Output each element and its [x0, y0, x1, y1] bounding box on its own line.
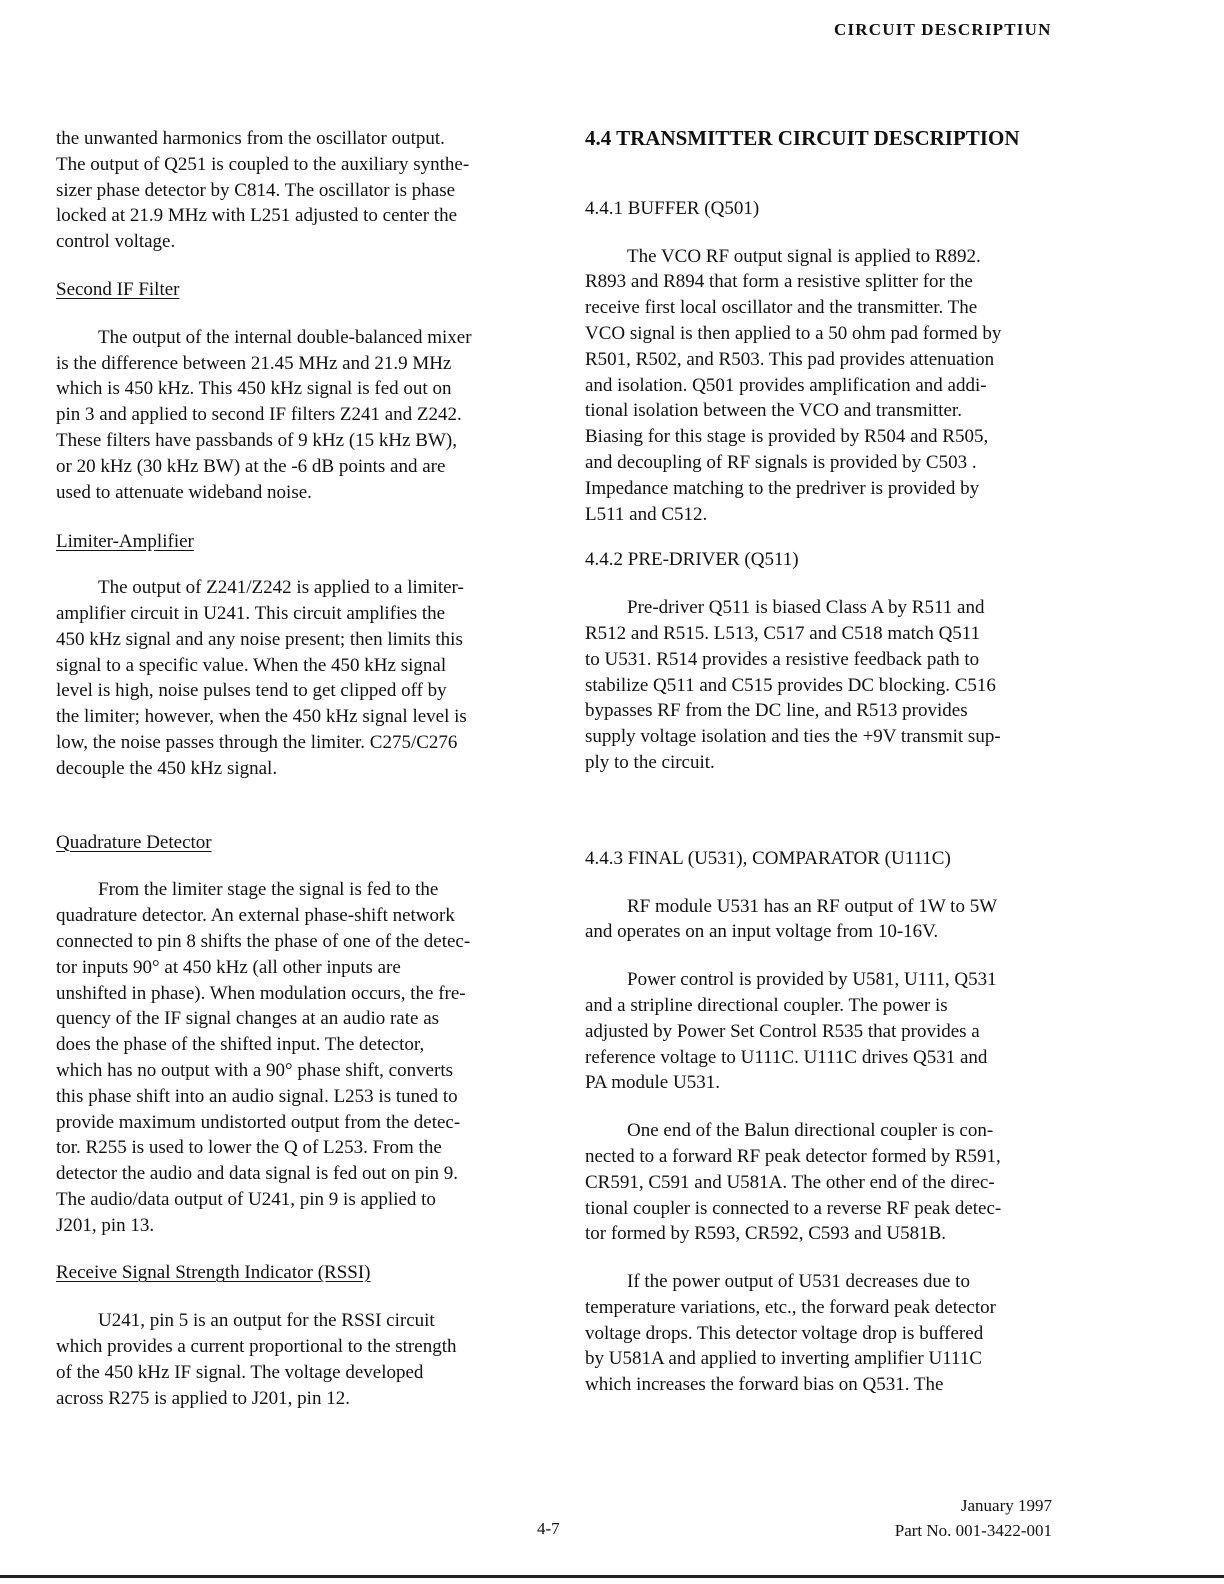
- paragraph-first-line: The output of Z241/Z242 is applied to a limiter-: [98, 577, 464, 599]
- text-line: Biasing for this stage is provided by R504 and R505,: [585, 426, 989, 448]
- text-line: quency of the IF signal changes at an audio rate as: [56, 1008, 440, 1030]
- paragraph-first-line: From the limiter stage the signal is fed to the: [98, 879, 439, 901]
- text-line: The audio/data output of U241, pin 9 is applied to: [56, 1188, 436, 1210]
- text-line: the limiter; however, when the 450 kHz signal level is: [56, 706, 467, 728]
- section-heading: Quadrature Detector: [56, 831, 212, 853]
- text-line: connected to pin 8 shifts the phase of one of the detec-: [56, 930, 471, 952]
- text-line: R893 and R894 that form a resistive splitter for the: [585, 271, 973, 293]
- paragraph-first-line: RF module U531 has an RF output of 1W to 5W: [627, 895, 998, 917]
- text-line: tor. R255 is used to lower the Q of L253. From the: [56, 1137, 442, 1159]
- text-line: decouple the 450 kHz signal.: [56, 757, 278, 779]
- text-line: which provides a current proportional to the strength: [56, 1336, 457, 1358]
- text-line: and a stripline directional coupler. The power is: [585, 994, 948, 1016]
- footer-info: [895, 1493, 1052, 1543]
- text-line: and decoupling of RF signals is provided by C503 .: [585, 451, 977, 473]
- text-line: R501, R502, and R503. This pad provides attenuation: [585, 348, 995, 370]
- text-line: is the difference between 21.45 MHz and 21.9 MHz: [56, 352, 452, 374]
- page-number: 4-7: [537, 1519, 560, 1538]
- paragraph-first-line: U241, pin 5 is an output for the RSSI circuit: [98, 1310, 435, 1332]
- text-line: and operates on an input voltage from 10-16V.: [585, 921, 939, 943]
- text-line: J201, pin 13.: [56, 1214, 155, 1236]
- text-line: of the 450 kHz IF signal. The voltage developed: [56, 1361, 424, 1383]
- text-line: does the phase of the shifted input. The detector,: [56, 1034, 425, 1056]
- text-line: and isolation. Q501 provides amplification and addi-: [585, 374, 987, 396]
- text-line: tor inputs 90° at 450 kHz (all other inputs are: [56, 956, 401, 978]
- text-line: Impedance matching to the predriver is provided by: [585, 477, 980, 499]
- text-line: ply to the circuit.: [585, 751, 715, 773]
- text-line: locked at 21.9 MHz with L251 adjusted to center the: [56, 205, 458, 227]
- text-line: which has no output with a 90° phase shift, converts: [56, 1059, 454, 1081]
- left-column: [56, 126, 472, 1411]
- section-heading: Receive Signal Strength Indicator (RSSI): [56, 1262, 371, 1284]
- text-line: stabilize Q511 and C515 provides DC blocking. C516: [585, 674, 996, 696]
- text-line: quadrature detector. An external phase-shift network: [56, 905, 455, 927]
- text-line: used to attenuate wideband noise.: [56, 481, 312, 503]
- text-line: nected to a forward RF peak detector formed by R591,: [585, 1145, 1001, 1167]
- text-line: tional isolation between the VCO and transmitter.: [585, 400, 962, 422]
- text-line: VCO signal is then applied to a 50 ohm pad formed by: [585, 322, 1002, 344]
- text-line: These filters have passbands of 9 kHz (15 kHz BW),: [56, 429, 457, 451]
- section-heading: Second IF Filter: [56, 278, 180, 300]
- text-line: voltage drops. This detector voltage drop is buffered: [585, 1322, 984, 1344]
- text-line: temperature variations, etc., the forward peak detector: [585, 1296, 996, 1318]
- text-line: which is 450 kHz. This 450 kHz signal is fed out on: [56, 378, 452, 400]
- text-line: 450 kHz signal and any noise present; then limits this: [56, 628, 463, 650]
- subsection-heading: 4.4.3 FINAL (U531), COMPARATOR (U111C): [585, 847, 951, 869]
- right-column: [585, 126, 1019, 1398]
- text-line: provide maximum undistorted output from the detec-: [56, 1111, 461, 1133]
- paragraph-first-line: Power control is provided by U581, U111, Q531: [627, 969, 997, 991]
- subsection-heading: 4.4.1 BUFFER (Q501): [585, 197, 760, 219]
- text-line: receive first local oscillator and the transmitter. The: [585, 297, 978, 319]
- text-line: R512 and R515. L513, C517 and C518 match Q511: [585, 622, 981, 644]
- section-title: 4.4 TRANSMITTER CIRCUIT DESCRIPTION: [585, 126, 1020, 150]
- text-line: pin 3 and applied to second IF filters Z241 and Z242.: [56, 404, 462, 426]
- text-line: this phase shift into an audio signal. L253 is tuned to: [56, 1085, 458, 1107]
- text-line: to U531. R514 provides a resistive feedback path to: [585, 648, 980, 670]
- text-line: unshifted in phase). When modulation occurs, the fre-: [56, 982, 466, 1004]
- text-line: adjusted by Power Set Control R535 that provides a: [585, 1020, 980, 1042]
- paragraph-first-line: The VCO RF output signal is applied to R892.: [627, 245, 981, 267]
- text-line: signal to a specific value. When the 450 kHz signal: [56, 654, 447, 676]
- text-line: control voltage.: [56, 231, 176, 253]
- text-line: the unwanted harmonics from the oscillator output.: [56, 128, 445, 149]
- text-line: PA module U531.: [585, 1072, 720, 1094]
- text-line: level is high, noise pulses tend to get clipped off by: [56, 680, 447, 702]
- paragraph-first-line: One end of the Balun directional coupler is con-: [627, 1120, 994, 1142]
- paragraph-first-line: Pre-driver Q511 is biased Class A by R511 and: [627, 597, 985, 619]
- text-line: The output of Q251 is coupled to the auxiliary synthe-: [56, 153, 470, 175]
- text-line: detector the audio and data signal is fed out on pin 9.: [56, 1163, 459, 1185]
- text-line: across R275 is applied to J201, pin 12.: [56, 1387, 350, 1409]
- paragraph-first-line: If the power output of U531 decreases due to: [627, 1271, 970, 1293]
- text-line: bypasses RF from the DC line, and R513 provides: [585, 700, 968, 722]
- text-line: supply voltage isolation and ties the +9V transmit sup-: [585, 726, 1001, 748]
- text-line: reference voltage to U111C. U111C drives Q531 and: [585, 1046, 988, 1068]
- section-heading: Limiter-Amplifier: [56, 531, 194, 553]
- text-line: L511 and C512.: [585, 503, 708, 525]
- footer-date: January 1997: [960, 1496, 1052, 1515]
- text-line: tional coupler is connected to a reverse RF peak detec-: [585, 1197, 1002, 1219]
- paragraph-first-line: The output of the internal double-balanced mixer: [98, 326, 472, 348]
- text-line: which increases the forward bias on Q531. The: [585, 1374, 944, 1396]
- subsection-heading: 4.4.2 PRE-DRIVER (Q511): [585, 549, 799, 571]
- bottom-rule: [0, 1575, 1224, 1578]
- running-head: CIRCUIT DESCRIPTIUN: [834, 20, 1052, 39]
- text-line: CR591, C591 and U581A. The other end of the direc-: [585, 1171, 995, 1193]
- text-line: by U581A and applied to inverting amplifier U111C: [585, 1348, 982, 1370]
- text-line: amplifier circuit in U241. This circuit amplifies the: [56, 602, 446, 624]
- text-line: sizer phase detector by C814. The oscillator is phase: [56, 179, 456, 201]
- text-line: low, the noise passes through the limiter. C275/C276: [56, 731, 458, 753]
- text-line: tor formed by R593, CR592, C593 and U581B.: [585, 1223, 946, 1245]
- footer-part-number: Part No. 001-3422-001: [894, 1521, 1052, 1540]
- text-line: or 20 kHz (30 kHz BW) at the -6 dB points and are: [56, 455, 446, 477]
